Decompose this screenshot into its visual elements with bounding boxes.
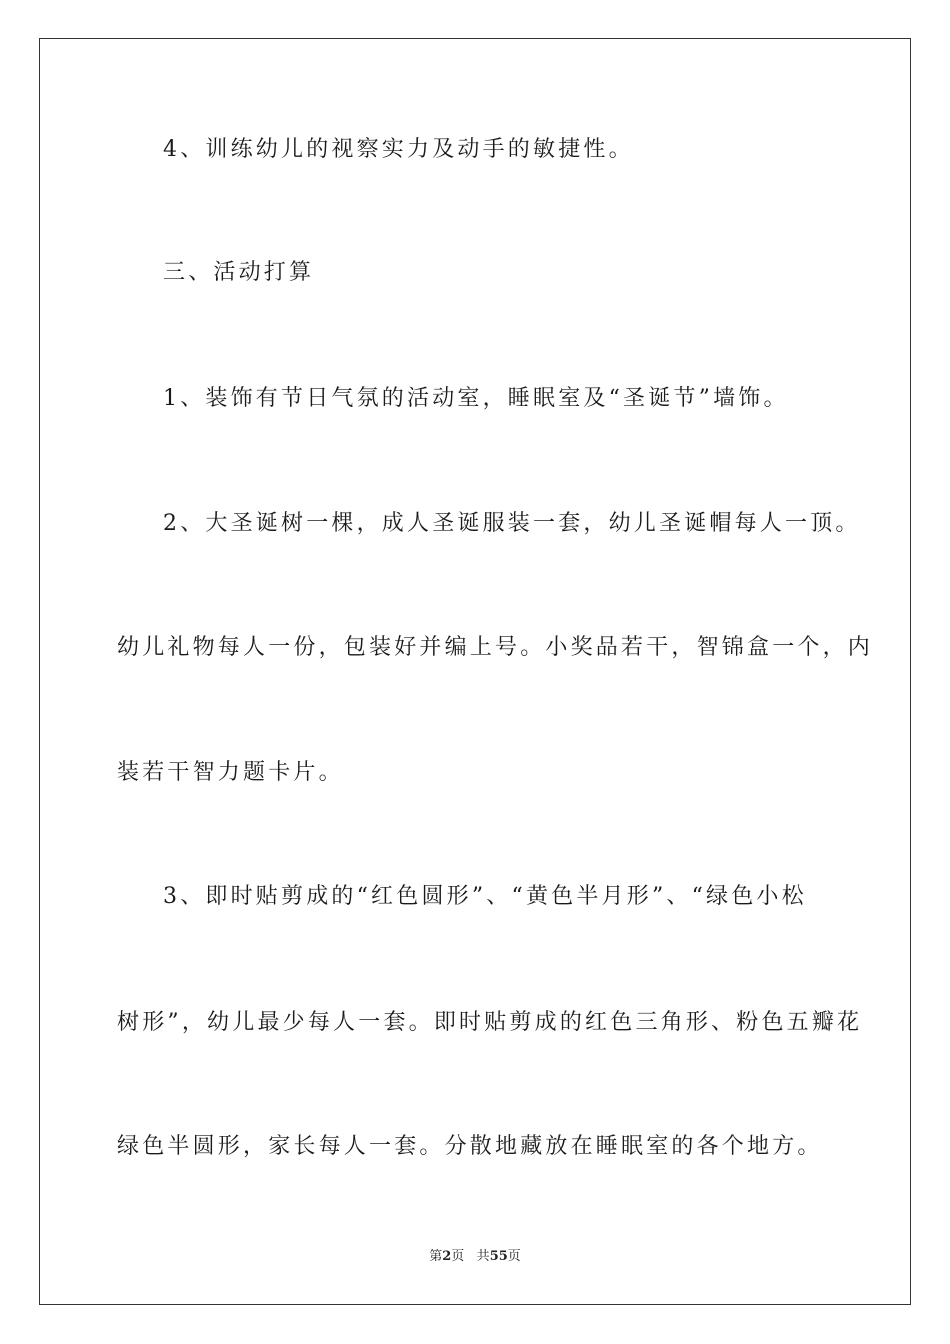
page-prefix: 第 [429,1249,443,1264]
paragraph-line: 4、训练幼儿的视察实力及动手的敏捷性。 [163,137,634,162]
paragraph-line: 1、装饰有节日气氛的活动室，睡眠室及“圣诞节”墙饰。 [163,386,789,411]
page-border [39,38,911,1305]
paragraph-line: 2、大圣诞树一棵，成人圣诞服装一套，幼儿圣诞帽每人一顶。 [163,511,861,536]
paragraph-line: 3、即时贴剪成的“红色圆形”、“黄色半月形”、“绿色小松 [163,884,807,909]
total-suffix: 页 [507,1249,521,1264]
page-suffix: 页 [451,1249,465,1264]
page-footer [0,1248,950,1266]
paragraph-line: 装若干智力题卡片。 [117,760,344,785]
page-number: 2 [442,1249,452,1264]
section-heading: 三、活动打算 [163,260,315,285]
paragraph-line: 幼儿礼物每人一份，包装好并编上号。小奖品若干，智锦盒一个，内 [117,635,874,660]
paragraph-line: 绿色半圆形，家长每人一套。分散地藏放在睡眠室的各个地方。 [117,1134,823,1159]
total-prefix: 共 [476,1249,490,1264]
total-pages: 55 [489,1249,508,1264]
paragraph-line: 树形”，幼儿最少每人一套。即时贴剪成的红色三角形、粉色五瓣花 [117,1010,863,1035]
